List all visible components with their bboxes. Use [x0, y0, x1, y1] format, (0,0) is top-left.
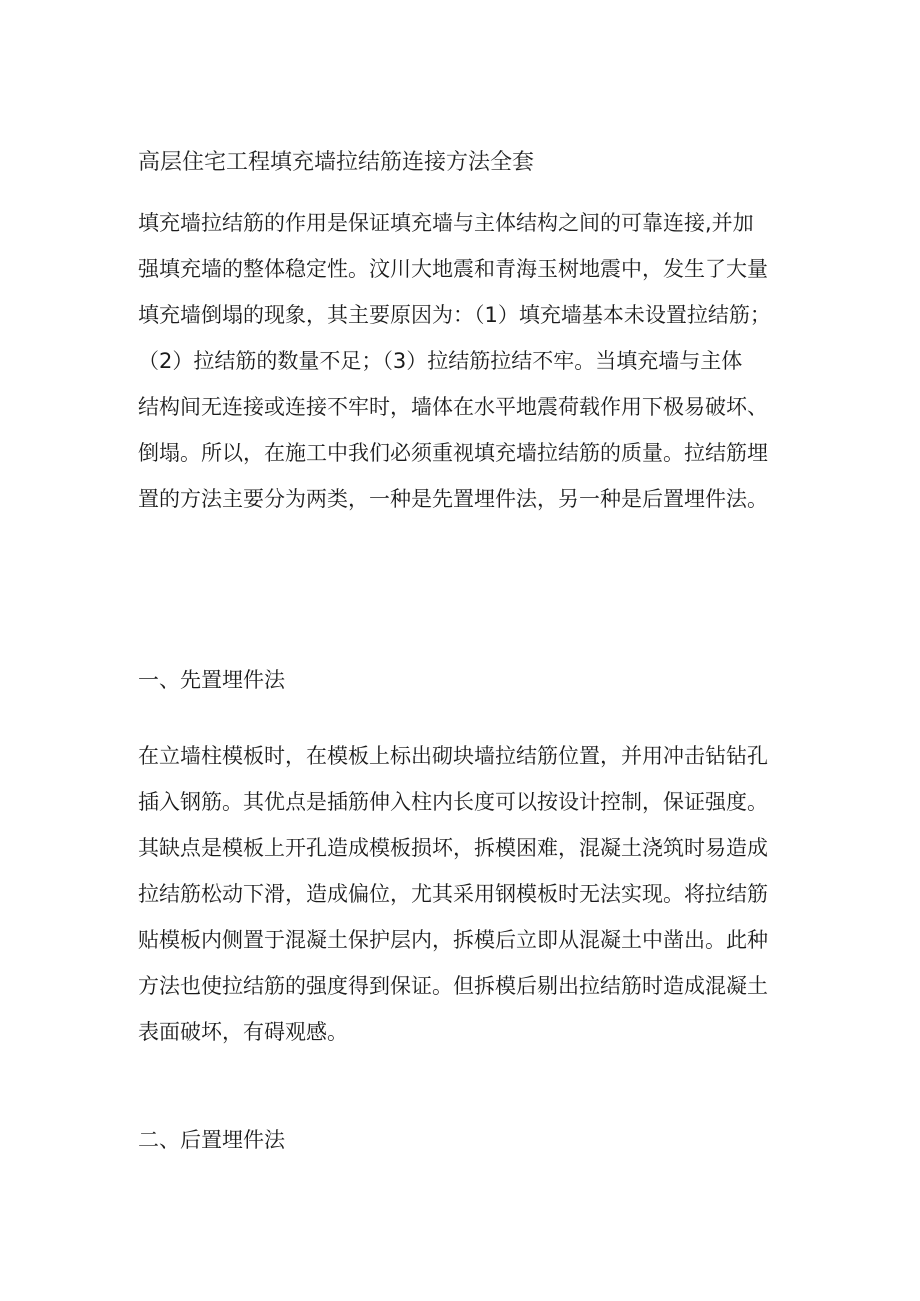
paragraph-line: 在立墙柱模板时，在模板上标出砌块墙拉结筋位置，并用冲击钻钻孔	[138, 744, 768, 768]
intro-paragraph	[138, 200, 798, 522]
paragraph-line: 填充墙倒塌的现象，其主要原因为：（1）填充墙基本未设置拉结筋；	[138, 303, 771, 327]
section-heading-pre-embedded: 一、先置埋件法	[138, 668, 285, 692]
paragraph-line: 强填充墙的整体稳定性。汶川大地震和青海玉树地震中，发生了大量	[138, 257, 768, 281]
section-heading-post-embedded: 二、后置埋件法	[138, 1128, 285, 1152]
paragraph-line: （2）拉结筋的数量不足；（3）拉结筋拉结不牢。当填充墙与主体	[138, 349, 743, 373]
paragraph-line: 插入钢筋。其优点是插筋伸入柱内长度可以按设计控制，保证强度。	[138, 790, 768, 814]
document-title: 高层住宅工程填充墙拉结筋连接方法全套	[138, 150, 535, 175]
paragraph-line: 倒塌。所以，在施工中我们必须重视填充墙拉结筋的质量。拉结筋埋	[138, 441, 768, 465]
paragraph-line: 表面破坏，有碍观感。	[138, 1020, 348, 1044]
paragraph-line: 贴模板内侧置于混凝土保护层内，拆模后立即从混凝土中凿出。此种	[138, 928, 768, 952]
paragraph-line: 其缺点是模板上开孔造成模板损坏，拆模困难，混凝土浇筑时易造成	[138, 836, 768, 860]
paragraph-line: 填充墙拉结筋的作用是保证填充墙与主体结构之间的可靠连接,并加	[138, 211, 754, 235]
section1-paragraph	[138, 733, 798, 1055]
paragraph-line: 方法也使拉结筋的强度得到保证。但拆模后剔出拉结筋时造成混凝土	[138, 974, 768, 998]
paragraph-line: 拉结筋松动下滑，造成偏位，尤其采用钢模板时无法实现。将拉结筋	[138, 882, 768, 906]
paragraph-line: 结构间无连接或连接不牢时，墙体在水平地震荷载作用下极易破坏、	[138, 395, 768, 419]
paragraph-line: 置的方法主要分为两类，一种是先置埋件法，另一种是后置埋件法。	[138, 487, 768, 511]
